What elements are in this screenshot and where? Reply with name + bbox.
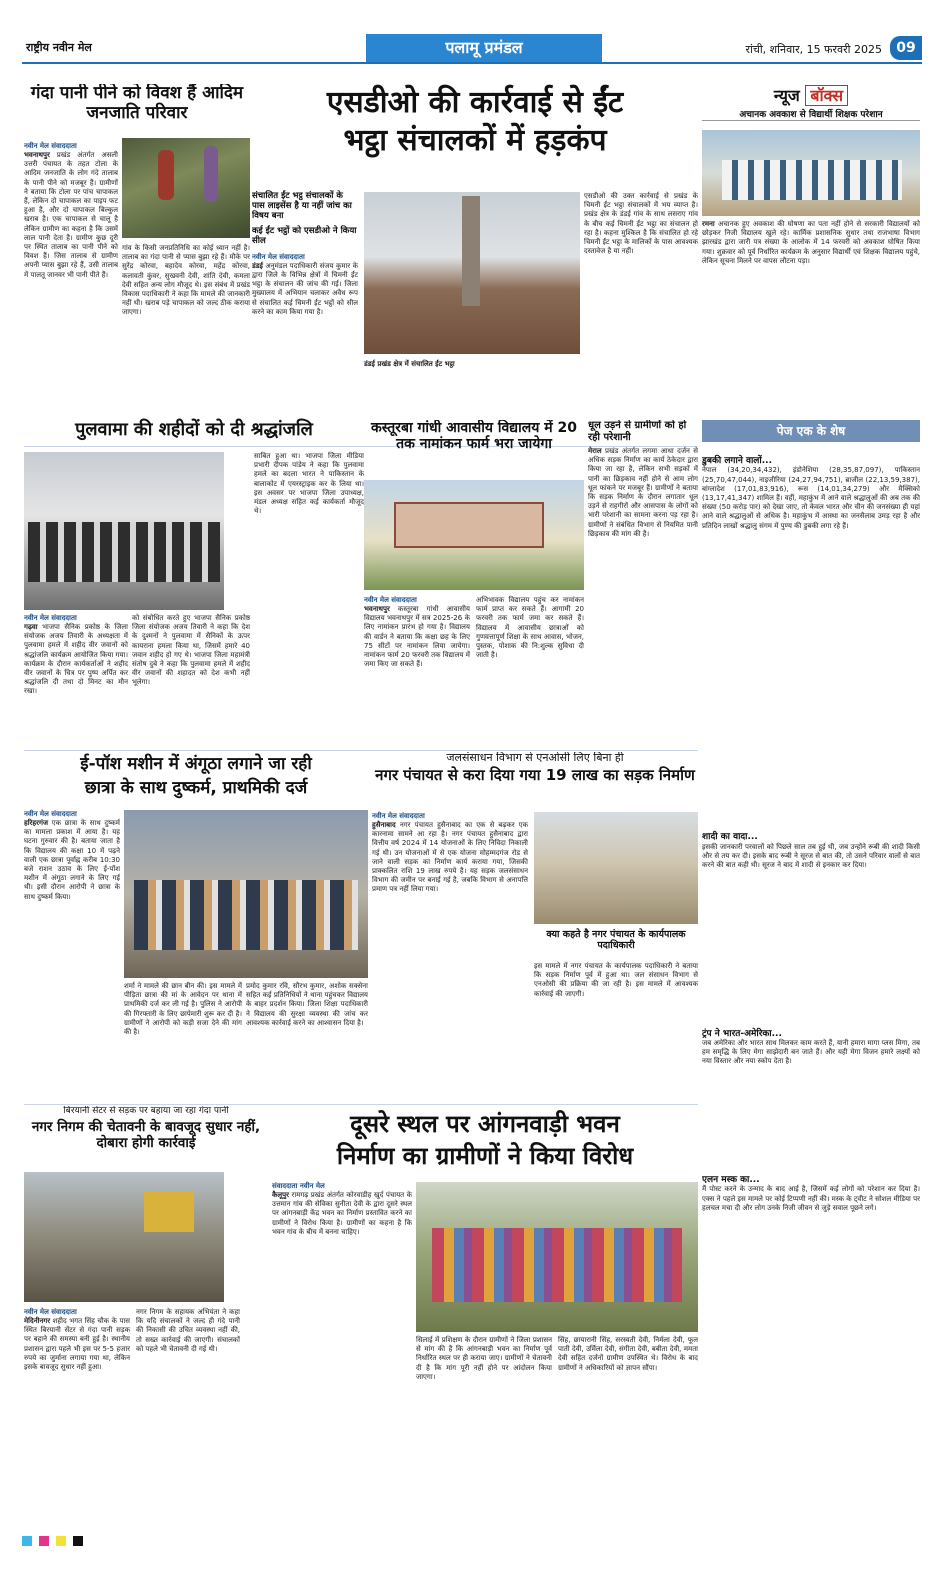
newsbox-photo bbox=[702, 130, 920, 216]
story-headline bbox=[24, 752, 368, 800]
story-body: प्रमोद कुमार रवि, सौरभ कुमार, अशोक सक्सेना सहित कई प्रतिनिधियों ने थाना पहुंचकर विद्यालय के बाहर प्रदर्शन किया। जिला शिक्षा पदाधिकारी ने विद्यालय की सुरक्षा व्यवस्था की जांच कर आवश्यक कार्रवाई करने का आश्वासन दिया है। bbox=[246, 982, 368, 1027]
story-body: रामगढ़ प्रखंड अंतर्गत कोरवाडीह खुर्द पंचायत के उत्तमान गांव की सेविका सुनीता देवी के द्वारा दूसरे स्थल पर आंगनबाड़ी केंद्र भवन का निर्माण प्रस्तावित करने का ग्रामीणों ने विरोध किया है। ग्रामीणों का कहना है कि भवन गांव के बीच में बनना चाहिए। bbox=[272, 1191, 413, 1236]
story-place: मेराल bbox=[588, 447, 602, 455]
newsbox-place: रमना bbox=[702, 220, 715, 228]
story-headline bbox=[272, 1108, 698, 1172]
story-byline: नवीन मेल संवाददाता bbox=[24, 142, 77, 150]
story-headline: कस्तूरबा गांधी आवासीय विद्यालय में 20 तक नामांकन फार्म भरा जायेगा bbox=[371, 420, 577, 453]
story-headline: गंदा पानी पीने को विवश हैं आदिम जनजाति परिवार bbox=[30, 84, 244, 123]
page-number: 09 bbox=[890, 36, 922, 60]
story-body: एसडीओ की उक्त कार्रवाई से प्रखंड के चिमनी ईंट भट्ठा संचालकों में भय व्याप्त है। प्रखंड क्षेत्र के डंडई गांव के साथ लसराए गांव के बीच कई चिमनी ईंट भट्ठा का संचालन हो रहा है। कहना मुश्किल है कि संचालित हो रहे चिमनी ईंट भट्ठा के मालिकों के पास आवश्यक दस्तावेज है या नहीं। bbox=[584, 192, 698, 256]
page-one-rest-bar: पेज एक के शेष bbox=[702, 420, 920, 442]
story-byline: नवीन मेल संवाददाता bbox=[24, 614, 77, 622]
story-body: कस्तूरबा गांधी आवासीय विद्यालय भवनाथपुर में सत्र 2025-26 के लिए नामांकन प्रारंभ हो गया है। विद्यालय की वार्डन ने बताया कि कक्षा छह के लिए 75 सीटों पर नामांकन लिया जायेगा। नामांकन फार्म 20 फरवरी तक विद्यालय में जमा किए जा सकते हैं। bbox=[364, 605, 470, 669]
story-place: भवनाथपुर bbox=[24, 151, 50, 159]
headline-line: दूसरे स्थल पर आंगनवाड़ी भवन bbox=[350, 1110, 620, 1138]
story-byline: नवीन मेल संवाददाता bbox=[24, 810, 77, 818]
story-body: भाजपा सैनिक प्रकोष्ठ के जिला संयोजक अजय तिवारी के अध्यक्षता में पुलवामा हमले में शहीद वीर जवानों को श्रद्धांजलि कार्यक्रम आयोजित किया गया। कार्यक्रम के दौरान कार्यकर्ताओं ने शहीद वीर जवानों के चित्र पर पुष्प अर्पित कर श्रद्धांजलि दी तथा दो मिनट का मौन रखा। bbox=[24, 623, 128, 696]
story-photo bbox=[416, 1182, 698, 1332]
masthead: राष्ट्रीय नवीन मेल bbox=[26, 41, 92, 54]
story-kicker: संचालित ईंट भट्ठ संचालकों के पास लाइसेंस है या नहीं जांच का विषय बना bbox=[252, 191, 352, 221]
story-body: शर्मा ने मामले की छान बीन की। इस मामले में पीड़िता छात्रा की मां के आवेदन पर थाना में प्राथमिकी दर्ज कर ली गई है। पुलिस ने आरोपी की गिरफ्तारी के लिए छापेमारी शुरू कर दी है। ग्रामीणों ने आरोपी को कड़ी सजा देने की मांग की है। bbox=[124, 982, 242, 1037]
story-photo bbox=[124, 810, 368, 978]
story-body: सिलाई में प्रशिक्षण के दौरान ग्रामीणों ने जिला प्रशासन से मांग की है कि आंगनबाड़ी भवन का निर्माण पूर्व निर्धारित स्थल पर ही कराया जाए। ग्रामीणों ने चेतावनी दी है कि मांग पूरी नहीं होने पर आंदोलन किया जाएगा। bbox=[416, 1336, 552, 1381]
continued-body: मैं पोस्ट करने के उन्माद के बाद आई है, जिसमें कई लोगों को परेशान कर दिया है। एक्स ने पहले इस मामले पर कोई टिप्पणी नहीं की। मस्क के ट्वीट ने सोशल मीडिया पर हलचल मचा दी और लोग उनके निजी जीवन से जुड़े सवाल पूछने लगे। bbox=[702, 1185, 920, 1212]
story-byline: नवीन मेल संवाददाता bbox=[364, 596, 417, 604]
continued-heading: एलन मस्क का... bbox=[702, 1175, 760, 1186]
yellow-swatch bbox=[56, 1536, 66, 1546]
story-biryani bbox=[24, 1106, 268, 1524]
page-one-remainder bbox=[702, 420, 920, 1520]
story-headline: धूल उड़ने से ग्रामीणों को हो रही परेशानी bbox=[588, 420, 687, 443]
story-body: इस मामले में नगर पंचायत के कार्यपालक पदाधिकारी ने बताया कि सड़क निर्माण पूर्व में हुआ था। जल संसाधन विभाग से एनओसी की प्रक्रिया की जा रही है। इस मामले में आवश्यक कार्रवाई की जाएगी। bbox=[534, 962, 698, 998]
continued-heading: शादी का वादा... bbox=[702, 832, 758, 843]
continued-body: जब अमेरिका और भारत साथ मिलकर काम करते हैं, यानी हमारा मागा प्लस मिगा, तब हम समृद्धि के लिए मेगा साझेदारी बन जाते हैं। और यही मेगा विजन हमारे लक्ष्यों को नया विस्तार और नया स्कोप देता है। bbox=[702, 1039, 920, 1066]
story-kicker: जलसंसाधन विभाग से एनओसी लिए बिना ही bbox=[446, 752, 624, 764]
story-headline: पुलवामा की शहीदों को दी श्रद्धांजलि bbox=[75, 419, 313, 440]
newsbox-body: अचानक हुए अवकाश की घोषणा का पता नहीं होने से सरकारी विद्यालयों को छोड़कर निजी विद्यालय खुले रहे। कार्मिक प्रशासनिक सुधार तथा राजभाषा विभाग झारखंड द्वारा जारी पत्र संख्या के आलोक में 14 फरवरी को अवकाश घोषित किया गया। शुक्रवार को पूर्व निर्धारित कार्यक्रम के अनुसार विद्यार्थी एवं शिक्षक विद्यालय पहुंचे, लेकिन सूचना मिलने पर वापस लौटना पड़ा। bbox=[702, 220, 920, 265]
story-headline: नगर पंचायत से करा दिया गया 19 लाख का सड़क निर्माण bbox=[375, 765, 695, 784]
story-photo bbox=[24, 452, 224, 610]
story-brick-kiln bbox=[252, 84, 698, 444]
story-byline: नवीन मेल संवाददाता bbox=[252, 252, 305, 261]
story-kasturba bbox=[364, 420, 584, 750]
story-body: शहीद भगत सिंह चौक के पास स्थित बिरयानी सेंटर से गंदा पानी सड़क पर बहाने की समस्या बनी हुई है। स्थानीय प्रशासन द्वारा पहले भी इस पर 5-5 हजार रुपये का जुर्माना लगाया गया था, लेकिन इसके बावजूद सुधार नहीं हुआ। bbox=[24, 1317, 130, 1372]
registration-bar bbox=[22, 1530, 922, 1544]
continued-body: इसकी जानकारी परवालों को पिछले साल तब हुई थी, जब उन्होंने रूबी की शादी किसी और से तय कर दी। इसके बाद रूबी ने सूरज से बात की, तो उसने परिवार वालों से बात करने की बात कही थी। सूरज ने बाद में शादी से इनकार कर दिया। bbox=[702, 842, 920, 870]
story-body: नगर निगम के सहायक अभियंता ने कहा कि यदि संचालकों ने जल्द ही गंदे पानी की निकासी की उचित व्यवस्था नहीं की, तो सख्त कार्रवाई की जाएगी। संचालकों को पहले भी चेतावनी दी गई थी। bbox=[136, 1308, 240, 1353]
story-headline: नगर निगम की चेतावनी के बावजूद सुधार नहीं, दोबारा होगी कार्रवाई bbox=[31, 1119, 261, 1151]
newsbox-title: न्यूज bbox=[773, 86, 800, 105]
story-body: साबित हुआ था। भाजपा जिला मीडिया प्रभारी दीपक पांडेय ने कहा कि पुलवामा हमले का बदला भारत ने पाकिस्तान के बालाकोट में एयरस्ट्राइक कर के लिया था। इस अवसर पर भाजपा जिला उपाध्यक्ष, मंडल अध्यक्ष सहित कई कार्यकर्ता मौजूद थे। bbox=[254, 452, 364, 516]
story-body: नगर पंचायत हुसैनाबाद का एक से बढ़कर एक कारनामा सामने आ रहा है। नगर पंचायत हुसैनाबाद द्वारा वित्तीय वर्ष 2024 में 14 योजनाओं के लिए निविदा निकाली गई थी। उन योजनाओं में से एक योजना मोहम्मदगंज रोड से जाने वाली सड़क का निर्माण कार्य कराया गया, जिसकी प्राक्कलित राशि 19 लाख रुपये है। यह सड़क जलसंसाधन विभाग की जमीन पर बनाई गई है, जबकि विभाग से अनापत्ति प्रमाण पत्र नहीं लिया गया। bbox=[372, 821, 528, 894]
story-kicker: कई ईंट भट्ठों को एसडीओ ने किया सील bbox=[252, 226, 357, 247]
dateline: रांची, शनिवार, 15 फरवरी 2025 bbox=[745, 43, 882, 56]
story-place: हुसैनाबाद bbox=[372, 821, 396, 829]
magenta-swatch bbox=[39, 1536, 49, 1546]
story-epos bbox=[24, 752, 368, 1104]
story-photo bbox=[364, 192, 580, 354]
story-road-noc bbox=[372, 752, 698, 1104]
story-place: हरिहरगंज bbox=[24, 819, 49, 827]
story-body: अनुमंडल पदाधिकारी संजय कुमार के द्वारा जिले के विभिन्न क्षेत्रों में चिमनी ईंट भट्ठा के संचालन की जांच की गई। जिला मुख्यालय में अभियान चलाकर अवैध रूप से संचालित कई चिमनी ईंट भट्ठों को सील करने का काम किया गया है। bbox=[252, 261, 358, 316]
story-body: को संबोधित करते हुए भाजपा सैनिक प्रकोष्ठ जिला संयोजक अजय तिवारी ने कहा कि देश के दुश्मनों ने पुलवामा में सैनिकों के ऊपर कायराना हमला किया था, जिसमें हमारे 40 जवान शहीद हो गए थे। भाजपा जिला महामंत्री संतोष दुबे ने कहा कि पुलवामा हमले में शहीद वीर जवानों की शहादत को देश कभी नहीं भूलेगा। bbox=[132, 614, 250, 687]
column-divider bbox=[24, 1104, 698, 1105]
headline-line: एसडीओ की कार्रवाई से ईंट bbox=[326, 85, 624, 120]
column-divider bbox=[24, 750, 698, 751]
story-place: गढ़वा bbox=[24, 623, 38, 631]
cyan-swatch bbox=[22, 1536, 32, 1546]
story-body: एक छात्रा के साथ दुष्कर्म का मामला प्रकाश में आया है। यह घटना गुरुवार की है। बताया जाता है कि विद्यालय की कक्षा 10 में पढ़ने वाली एक छात्रा पूर्वाह्न करीब 10:30 बजे राशन उठाव के लिए ई-पॉश मशीन में अंगूठा लगाने के लिए गई थी। इसी दौरान आरोपी ने छात्रा के साथ दुष्कर्म किया। bbox=[24, 819, 120, 901]
headline-line: ई-पॉश मशीन में अंगूठा लगाने जा रही bbox=[80, 754, 312, 774]
headline-line: छात्रा के साथ दुष्कर्म, प्राथमिकी दर्ज bbox=[84, 778, 308, 798]
news-box bbox=[702, 84, 920, 404]
story-kicker: बिरयानी सेंटर से सड़क पर बहाया जा रहा गंदा पानी bbox=[63, 1106, 229, 1116]
continued-heading: ट्रंप ने भारत-अमेरिका... bbox=[702, 1028, 782, 1039]
continued-body: नेपाल (34,20,34,432), इंडोनेशिया (28,35,87,097), पाकिस्तान (25,70,47,044), नाइजीरिया (24,27,94,751), ब्राजील (22,13,59,387), बांग्लादेश (17,01,83,916), रूस (14,01,34,279) और मैक्सिको (13,17,41,347) शामिल हैं। वहीं, महाकुंभ में आने वाले श्रद्धालुओं की अब तक की संख्या (50 करोड़ पार) को देखा जाए, तो केवल भारत और चीन की जनसंख्या ही यहां आने वाले श्रद्धालुओं से अधिक है। महाकुंभ में आस्था का जनसैलाब उमड़ रहा है और प्रतिदिन लाखों श्रद्धालु संगम में पुण्य की डुबकी लगा रहे हैं। bbox=[702, 466, 920, 530]
story-byline: संवाददाता नवीन मेल bbox=[272, 1182, 325, 1190]
story-place: मेदिनीनगर bbox=[24, 1317, 51, 1325]
story-photo bbox=[122, 138, 250, 238]
story-photo bbox=[364, 480, 584, 590]
continued-heading: डुबकी लगाने वालों... bbox=[702, 456, 772, 466]
story-body: सिंह, छायारानी सिंह, सरस्वती देवी, निर्मला देवी, फूल पाती देवी, उर्मिला देवी, संगीता देवी, बबीता देवी, ममता देवी सहित दर्जनों ग्रामीण उपस्थित थे। विरोध के बाद ग्रामीणों ने अधिकारियों को ज्ञापन सौंपा। bbox=[558, 1336, 698, 1372]
page-header bbox=[22, 34, 922, 64]
story-photo bbox=[534, 812, 698, 924]
story-body: अभिभावक विद्यालय पहुंच कर नामांकन फार्म प्राप्त कर सकते हैं। आगामी 20 फरवरी तक फार्म जमा कर सकते हैं। विद्यालय में आवासीय छात्राओं को गुणवत्तापूर्ण शिक्षा के साथ आवास, भोजन, पुस्तक, पोशाक की नि:शुल्क सुविधा दी जाती है। bbox=[476, 596, 584, 660]
story-place: डंडई bbox=[252, 261, 263, 270]
story-byline: नवीन मेल संवाददाता bbox=[24, 1308, 77, 1316]
black-swatch bbox=[73, 1536, 83, 1546]
story-subhead: क्या कहते है नगर पंचायत के कार्यपालक पदाधिकारी bbox=[546, 929, 686, 951]
headline-line: निर्माण का ग्रामीणों ने किया विरोध bbox=[336, 1142, 634, 1170]
story-photo bbox=[24, 1172, 224, 1302]
story-headline bbox=[252, 84, 698, 160]
story-dust bbox=[588, 420, 698, 750]
story-place: भवनाथपुर bbox=[364, 605, 390, 613]
story-dirty-water bbox=[24, 84, 250, 444]
section-title: पलामू प्रमंडल bbox=[366, 34, 602, 62]
headline-line: भट्ठा संचालकों में हड़कंप bbox=[343, 123, 607, 158]
story-anganwadi bbox=[272, 1108, 698, 1524]
story-byline: नवीन मेल संवाददाता bbox=[372, 812, 425, 820]
story-place: कैलूपुर bbox=[272, 1191, 289, 1199]
story-caption: डंडई प्रखंड क्षेत्र में संचालित ईंट भट्ठा bbox=[364, 360, 455, 368]
story-body: प्रखंड अंतर्गत असली उत्तरी पंचायत के तहत टोला के आदिम जनजाति के लोग गंदे तालाब के पानी पीने को मजबूर हैं। ग्रामीणों ने बताया कि टोला पर पांच चापाकल हैं, लेकिन दो चापाकल का पाइप फट हुआ है, और दो चापाकल बिल्कुल खराब है। एक चापाकल से चालू है लेकिन ग्रामीण का कहना है कि उसमें लाल पानी देता है। ग्रामीण कुछ दूरी पर स्थित तालाब का पानी पीने को विवश हैं। जिस तालाब से ग्रामीण अपनी प्यास बुझा रहे हैं, उसी तालाब में पालतू जानवर भी पानी पीते हैं। bbox=[24, 151, 118, 279]
story-body: गांव के किसी जनप्रतिनिधि का कोई ध्यान नहीं है। तालाब का गंदा पानी से प्यास बुझा रहे हैं। मौके पर सुरेंद्र कोरवा, बहादेव कोरवा, महेंद्र कोरवा, कलावती कुंवर, सुखवनी देवी, शांति देवी, कमला देवी सहित अन्य लोग मौजूद थे। इस संबंध में प्रखंड विकास पदाधिकारी ने कहा कि मामले की जानकारी नहीं थी। खराब पड़े चापाकल को जल्द ठीक कराया जाएगा। bbox=[122, 244, 250, 317]
newsbox-subhead: अचानक अवकाश से विद्यार्थी शिक्षक परेशान bbox=[702, 110, 920, 121]
story-body: प्रखंड अंतर्गत लगमा आधा दर्जन से अधिक सड़क निर्माण का कार्य ठेकेदार द्वारा किया जा रहा है, लेकिन सभी सड़कों में पानी का छिड़काव नहीं होने से आम लोग धूल फांकने पर मजबूर हैं। ग्रामीणों ने बताया कि सड़क निर्माण के दौरान लगातार धूल उड़ने से राहगीरों और आसपास के लोगों को भारी परेशानी का सामना करना पड़ रहा है। ग्रामीणों ने संबंधित विभाग से नियमित पानी छिड़काव की मांग की है। bbox=[588, 447, 698, 538]
newsbox-title-accent: बॉक्स bbox=[805, 85, 848, 106]
story-pulwama bbox=[24, 416, 364, 746]
